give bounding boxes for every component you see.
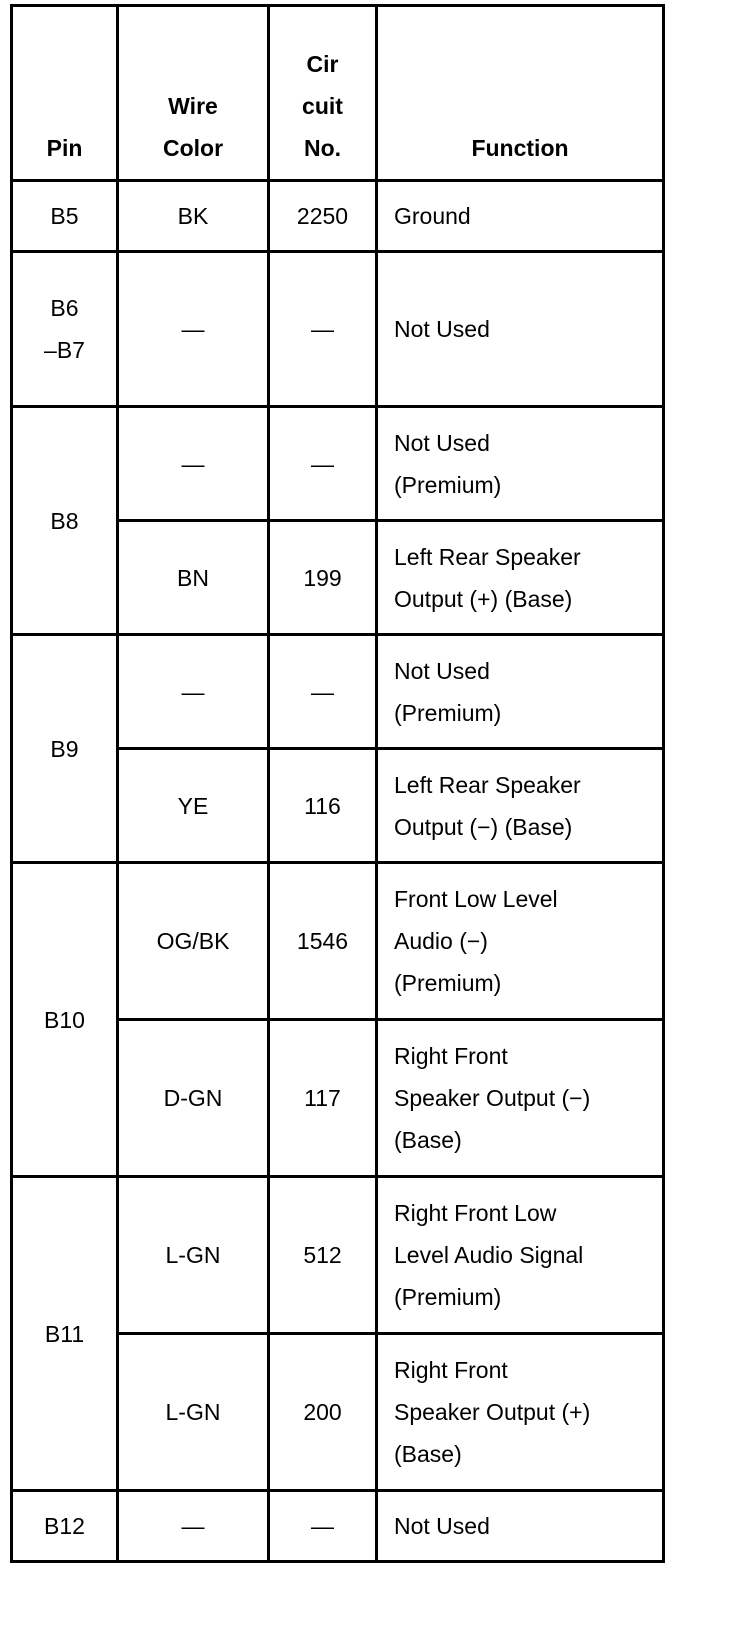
circuit-cell: 200 xyxy=(269,1334,377,1491)
wire-color-cell: — xyxy=(118,635,269,749)
circuit-cell: — xyxy=(269,407,377,521)
pin-cell: B9 xyxy=(12,635,118,863)
pin-cell: B10 xyxy=(12,863,118,1177)
function-cell: Not Used xyxy=(377,1491,664,1562)
circuit-cell: 117 xyxy=(269,1020,377,1177)
circuit-cell: — xyxy=(269,635,377,749)
circuit-cell: — xyxy=(269,1491,377,1562)
wire-color-cell: YE xyxy=(118,749,269,863)
function-cell: Right Front Speaker Output (+) (Base) xyxy=(377,1334,664,1491)
connector-pinout-table-container xyxy=(10,4,665,1563)
connector-pinout-table xyxy=(10,4,665,1563)
wire-color-cell: L-GN xyxy=(118,1177,269,1334)
circuit-cell: 116 xyxy=(269,749,377,863)
function-cell: Ground xyxy=(377,181,664,252)
header-pin: Pin xyxy=(12,6,118,181)
function-cell: Left Rear Speaker Output (+) (Base) xyxy=(377,521,664,635)
table-row xyxy=(12,407,664,521)
wire-color-cell: — xyxy=(118,407,269,521)
wire-color-cell: BK xyxy=(118,181,269,252)
pin-cell: B5 xyxy=(12,181,118,252)
pin-cell: B11 xyxy=(12,1177,118,1491)
header-wire-color: Wire Color xyxy=(118,6,269,181)
pin-cell: B12 xyxy=(12,1491,118,1562)
wire-color-cell: OG/BK xyxy=(118,863,269,1020)
function-cell: Not Used (Premium) xyxy=(377,407,664,521)
table-row xyxy=(12,635,664,749)
pin-cell: B8 xyxy=(12,407,118,635)
function-cell: Not Used xyxy=(377,252,664,407)
circuit-cell: 1546 xyxy=(269,863,377,1020)
function-cell: Left Rear Speaker Output (−) (Base) xyxy=(377,749,664,863)
circuit-cell: — xyxy=(269,252,377,407)
header-circuit-no: Cir cuit No. xyxy=(269,6,377,181)
circuit-cell: 512 xyxy=(269,1177,377,1334)
wire-color-cell: L-GN xyxy=(118,1334,269,1491)
wire-color-cell: — xyxy=(118,1491,269,1562)
table-header-row xyxy=(12,6,664,181)
circuit-cell: 199 xyxy=(269,521,377,635)
header-function: Function xyxy=(377,6,664,181)
circuit-cell: 2250 xyxy=(269,181,377,252)
function-cell: Not Used (Premium) xyxy=(377,635,664,749)
function-cell: Front Low Level Audio (−) (Premium) xyxy=(377,863,664,1020)
wire-color-cell: BN xyxy=(118,521,269,635)
table-row xyxy=(12,1177,664,1334)
wire-color-cell: D-GN xyxy=(118,1020,269,1177)
function-cell: Right Front Speaker Output (−) (Base) xyxy=(377,1020,664,1177)
pin-cell: B6 –B7 xyxy=(12,252,118,407)
function-cell: Right Front Low Level Audio Signal (Premium) xyxy=(377,1177,664,1334)
table-row xyxy=(12,863,664,1020)
table-row xyxy=(12,252,664,407)
table-row xyxy=(12,1491,664,1562)
wire-color-cell: — xyxy=(118,252,269,407)
table-row xyxy=(12,181,664,252)
